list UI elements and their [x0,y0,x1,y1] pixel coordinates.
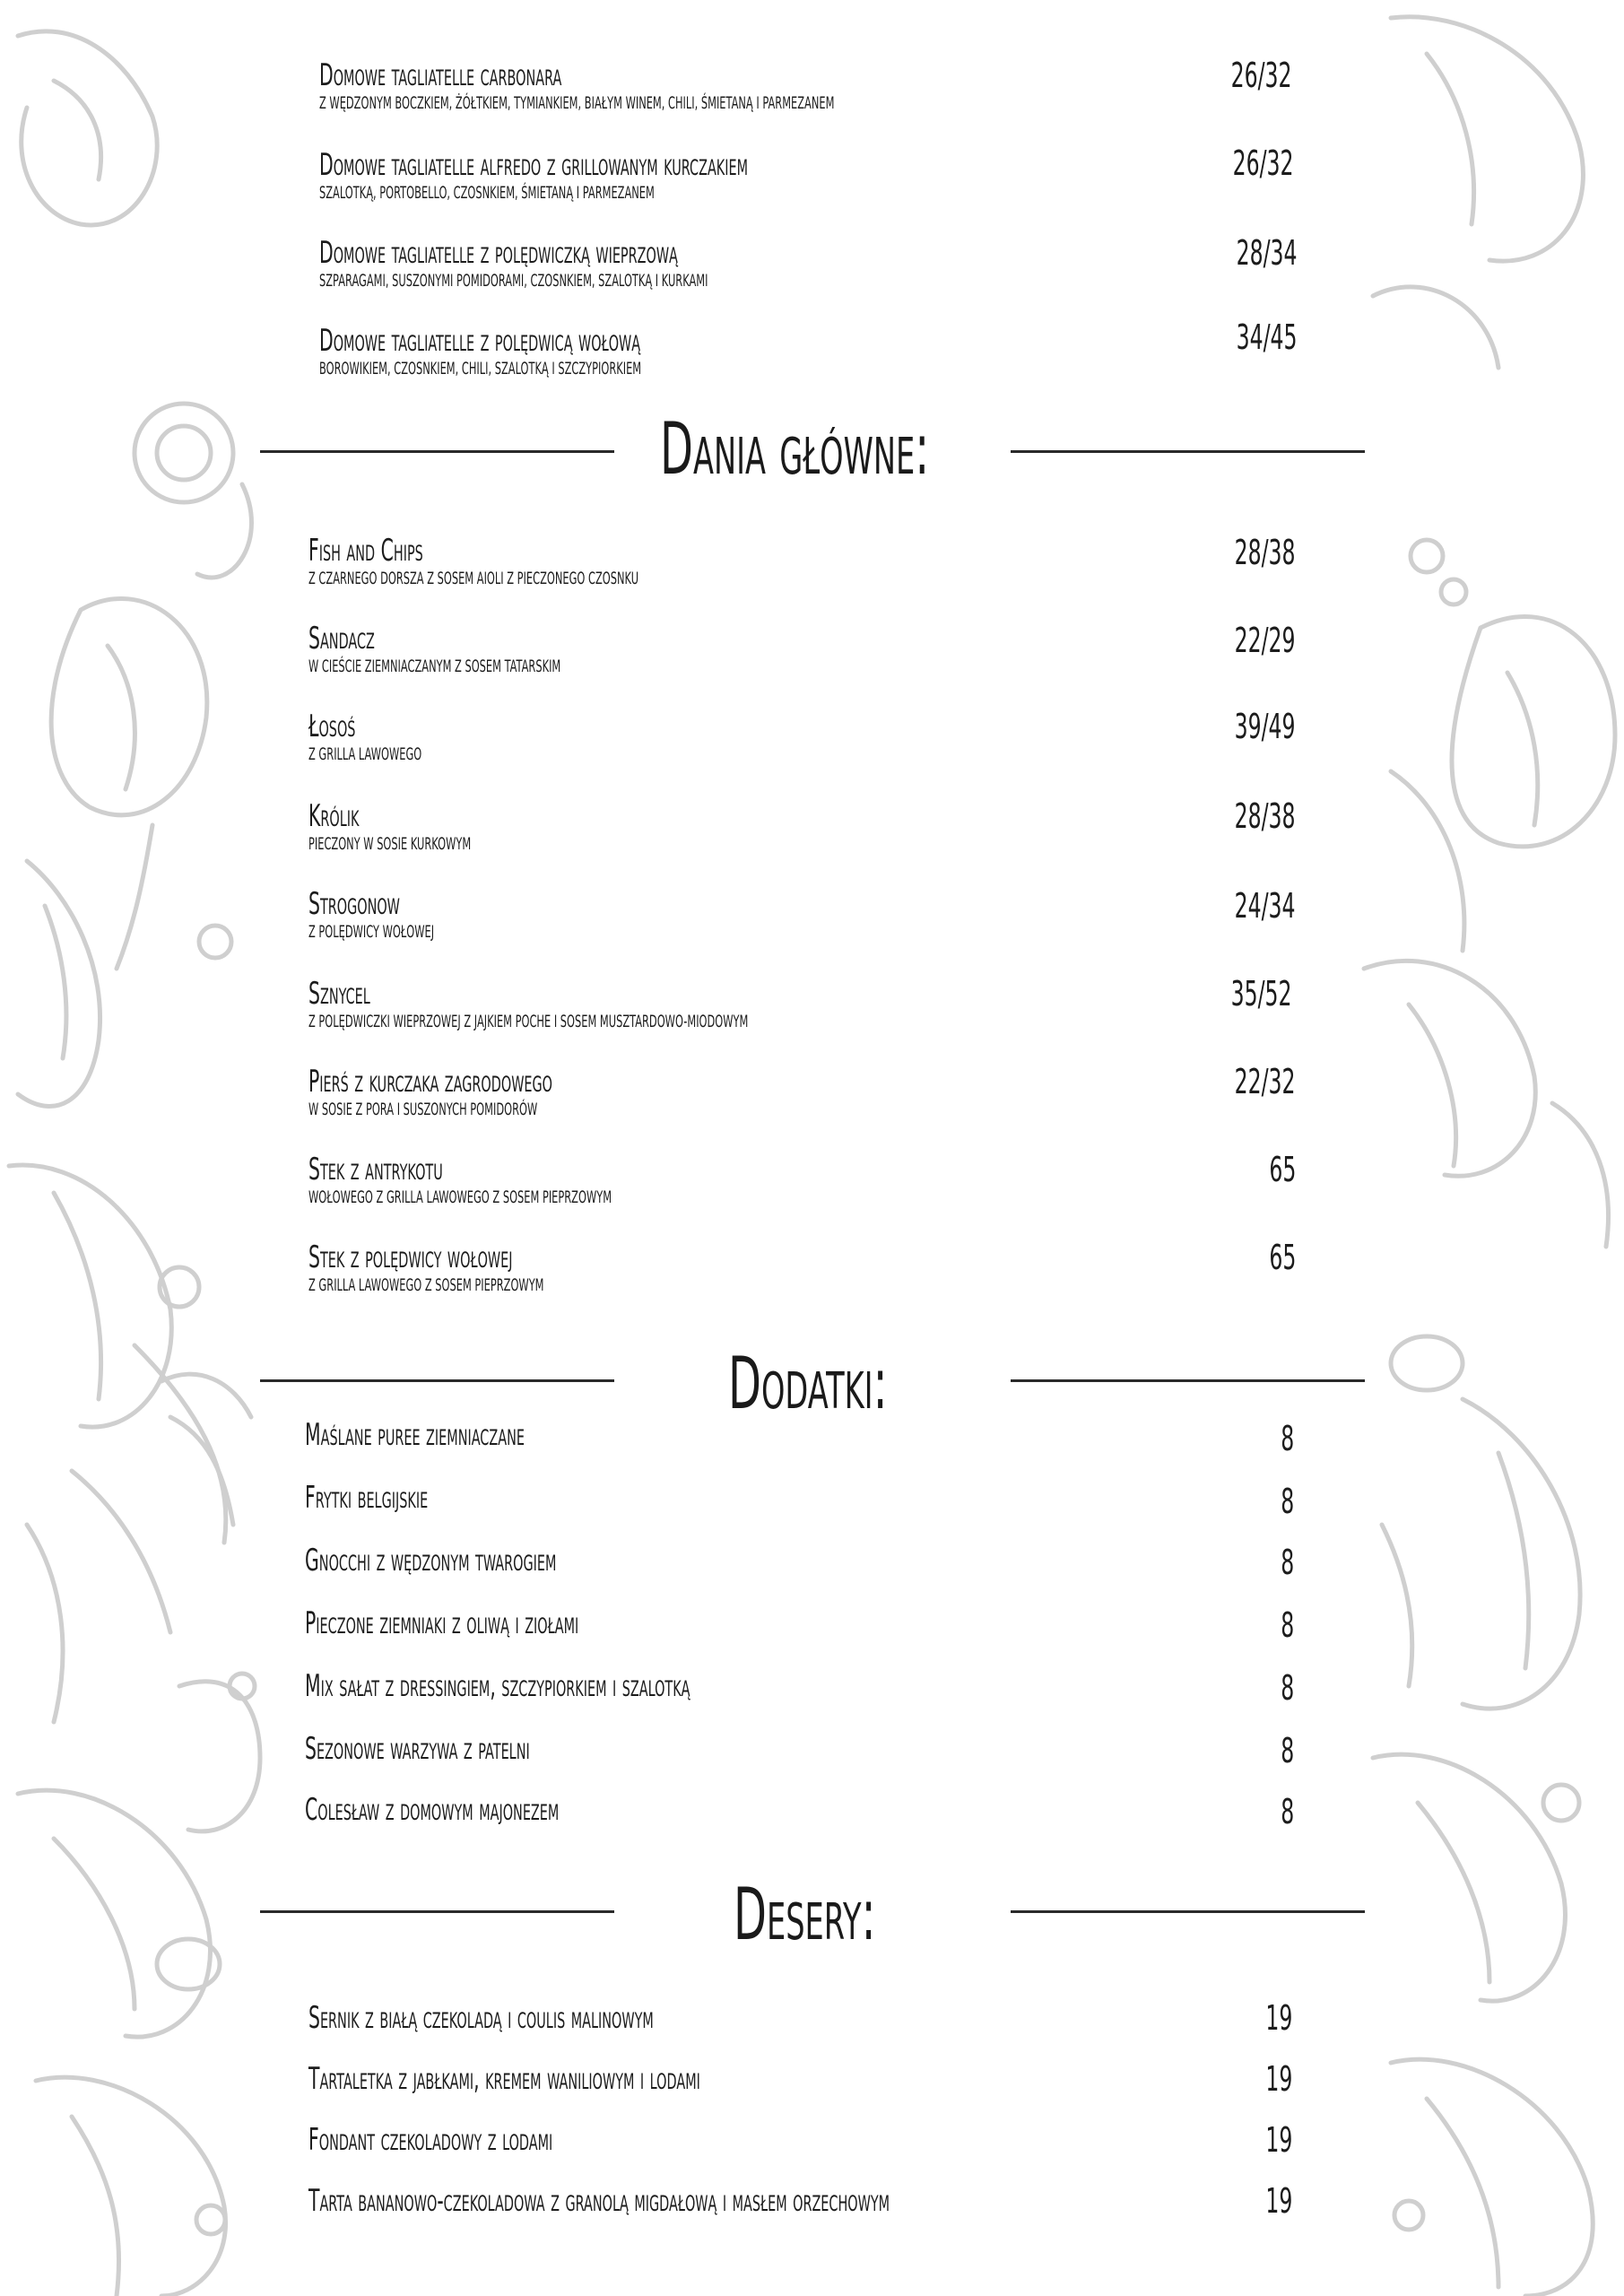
item-name: Gnocchi z wędzonym twarogiem [305,1543,557,1578]
mains-item [308,978,1041,1031]
mains-item [308,710,497,764]
item-price: 24/34 [1235,886,1296,926]
item-description: Z WĘDZONYM BOCZKIEM, ŻÓŁTKIEM, TYMIANKIEM, BIAŁYM WINEM, CHILI, ŚMIETANĄ I PARMEZANEM [319,93,835,113]
side-item [305,1670,947,1702]
heading-rule-right [1011,450,1365,453]
item-name: Strogonow [308,886,400,922]
heading-rule-right [1011,1910,1365,1913]
item-name: Sernik z białą czekoladą i coulis malinowym [308,2000,654,2036]
item-price: 19 [1265,2120,1292,2160]
item-price: 19 [1265,2059,1292,2099]
item-price: 22/29 [1235,621,1296,660]
item-price: 65 [1269,1238,1296,1277]
item-price: 26/32 [1231,56,1292,95]
mains-item [308,622,729,676]
mains-item [308,1241,701,1295]
item-name: Domowe tagliatelle carbonara [319,57,562,93]
dessert-item [308,2124,716,2156]
side-item [305,1482,510,1514]
section-heading-mains: Dania główne: [660,407,930,491]
item-description: WOŁOWEGO Z GRILLA LAWOWEGO Z SOSEM PIEPRZOWYM [308,1187,612,1207]
dessert-item [308,2063,961,2095]
item-description: PIECZONY W SOSIE KURKOWYM [308,834,472,854]
item-price: 34/45 [1237,317,1298,357]
pasta-item-wolowa [319,325,856,378]
heading-rule-left [260,450,614,453]
heading-rule-left [260,1910,614,1913]
item-description: SZALOTKĄ, PORTOBELLO, CZOSNKIEM, ŚMIETANĄ I PARMEZANEM [319,183,655,203]
item-name: Łosoś [308,709,356,744]
item-price: 65 [1269,1150,1296,1189]
item-price: 28/38 [1235,533,1296,572]
item-price: 8 [1281,1543,1294,1582]
item-name: Fondant czekoladowy z lodami [308,2122,553,2158]
item-price: 8 [1281,1792,1294,1831]
mains-item [308,800,579,854]
item-name: Pieczone ziemniaki z oliwą i ziołami [305,1605,579,1641]
item-description: SZPARAGAMI, SUSZONYMI POMIDORAMI, CZOSNKIEM, SZALOTKĄ I KURKAMI [319,271,708,291]
heading-rule-left [260,1379,614,1382]
item-name: Królik [308,798,360,834]
heading-rule-right [1011,1379,1365,1382]
item-price: 28/38 [1235,796,1296,836]
item-name: Mix sałat z dressingiem, szczypiorkiem i szalotką [305,1668,690,1704]
item-price: 26/32 [1233,144,1294,183]
item-name: Sznycel [308,976,370,1012]
section-heading-desserts: Desery: [734,1873,876,1956]
pasta-item-carbonara [319,59,1177,113]
side-item [305,1544,724,1577]
item-name: Domowe tagliatelle z polędwiczką wieprzową [319,235,678,271]
item-name: Stek z polędwicy wołowej [308,1239,513,1275]
item-description: W SOSIE Z PORA I SUSZONYCH POMIDORÓW [308,1100,538,1119]
item-description: Z GRILLA LAWOWEGO [308,744,422,764]
mains-item [308,1065,715,1119]
item-description: Z GRILLA LAWOWEGO Z SOSEM PIEPRZOWYM [308,1275,544,1295]
item-price: 8 [1281,1731,1294,1770]
botanical-illustration-left [0,0,269,2296]
item-name: Domowe tagliatelle z polędwicą wołową [319,323,641,359]
item-name: Stek z antrykotu [308,1152,443,1187]
item-name: Tartaletka z jabłkami, kremem waniliowym i lodami [308,2061,700,2097]
item-price: 19 [1265,1998,1292,2038]
side-item [305,1607,761,1639]
pasta-item-alfredo [319,149,1034,203]
mains-item [308,535,858,588]
side-item [305,1794,728,1826]
item-price: 8 [1281,1668,1294,1708]
item-price: 28/34 [1237,233,1298,273]
item-price: 19 [1265,2181,1292,2221]
dessert-item [308,2185,1277,2217]
mains-item [308,888,517,942]
item-price: 8 [1281,1605,1294,1645]
item-price: 22/32 [1235,1062,1296,1101]
side-item [305,1733,680,1765]
item-price: 8 [1281,1482,1294,1521]
side-item [305,1419,671,1451]
item-name: Colesław z domowym majonezem [305,1792,560,1828]
botanical-illustration-right [1355,0,1624,2296]
item-description: Z CZARNEGO DORSZA Z SOSEM AIOLI Z PIECZONEGO CZOSNKU [308,569,639,588]
item-name: Fish and Chips [308,533,423,569]
item-name: Domowe tagliatelle alfredo z grillowanym kurczakiem [319,147,749,183]
mains-item [308,1153,813,1207]
item-price: 8 [1281,1419,1294,1458]
item-description: W CIEŚCIE ZIEMNIACZANYM Z SOSEM TATARSKIM [308,657,561,676]
item-name: Sezonowe warzywa z patelni [305,1731,530,1767]
pasta-item-wieprzowa [319,237,967,291]
item-name: Frytki belgijskie [305,1480,429,1516]
item-price: 35/52 [1231,974,1292,1013]
item-description: Z POLĘDWICZKI WIEPRZOWEJ Z JAJKIEM POCHE I SOSEM MUSZTARDOWO-MIODOWYM [308,1012,749,1031]
section-heading-sides: Dodatki: [728,1342,888,1425]
item-name: Maślane puree ziemniaczane [305,1417,525,1453]
item-name: Tarta bananowo-czekoladowa z granolą migdałową i masłem orzechowym [308,2183,890,2219]
item-name: Sandacz [308,621,375,657]
item-price: 39/49 [1235,707,1296,746]
dessert-item [308,2002,883,2034]
item-description: Z POLĘDWICY WOŁOWEJ [308,922,435,942]
item-description: BOROWIKIEM, CZOSNKIEM, CHILI, SZALOTKĄ I SZCZYPIORKIEM [319,359,642,378]
item-name: Pierś z kurczaka zagrodowego [308,1064,553,1100]
